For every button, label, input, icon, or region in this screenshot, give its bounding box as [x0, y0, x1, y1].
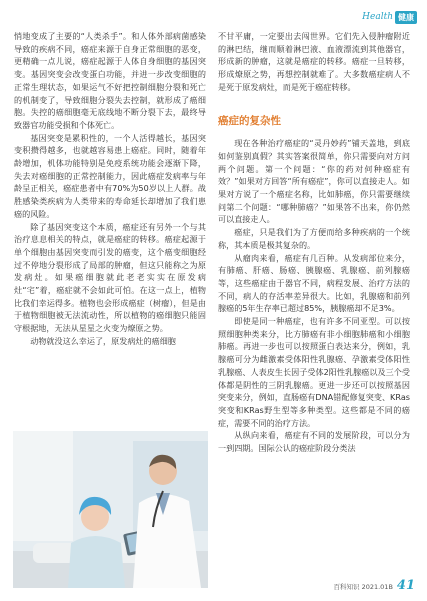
paragraph: 基因突变是累积性的，一个人活得越长，基因突变积攒得越多，也就越容易患上癌症。同时，随着年龄增加，机体功能特别是免疫系统功能会逐渐下降，失去对癌细胞的正常控制能力，因此癌症发病率与年龄呈正相关，癌症患者中有70%为50岁以上人群。战胜感染类疾病为人类带来的寿命延长却增加了我们患癌的风险。 — [14, 132, 206, 219]
page-number: 41 — [396, 578, 415, 593]
left-column — [14, 30, 206, 348]
doctor-patient-photo — [13, 431, 208, 588]
header-english-label: Health — [362, 12, 393, 22]
paragraph: 现在各种治疗癌症的“灵丹妙药”铺天盖地，到底如何鉴别真假？其实答案很简单，你只需要向对方问两个问题。第一个问题：“你的药对何种癌症有效？”如果对方回答“所有癌症”，你可以直接走人。如果对方说了一个癌症名称，比如肺癌，你只需要继续问第二个问题：“哪种肺癌？”如果答不出来，你仍然可以直接走人。 — [218, 138, 410, 225]
page-footer — [334, 578, 416, 593]
paragraph: 即使是同一种癌症，也有许多不同亚型。可以按照细胞种类来分，比方肺癌有非小细胞肺癌和小细胞肺癌。再进一步也可以按照蛋白表达来分，例如，乳腺癌可分为雌激素受体阳性乳腺癌、孕激素受体阳性乳腺癌、人表皮生长因子受体2阳性乳腺癌以及三个受体都是阴性的三阴乳腺癌。更进一步还可以按照基因突变来分，例如，直肠癌有DNA错配修复突变、KRas突变和KRas野生型等多种类型。这些都是不同的癌症，需要不同的治疗方法。 — [218, 316, 410, 428]
photo-illustration-icon — [13, 431, 208, 588]
paragraph: 动物就没这么幸运了，原发病灶的癌细胞 — [30, 335, 176, 346]
section-title: 癌症的复杂性 — [218, 114, 281, 127]
right-column — [218, 30, 410, 455]
paragraph: 从纵向来看，癌症有不同的发展阶段，可以分为一到四期。国际公认的癌症阶段分类法 — [218, 430, 410, 454]
paragraph: 癌症，只是我们为了方便而给多种疾病的一个统称，其本质是极其复杂的。 — [218, 227, 410, 250]
page-header — [362, 8, 417, 26]
paragraph: 除了基因突变这个本质，癌症还有另外一个与其治疗息息相关的特点，就是癌症的转移。癌症起源于单个细胞由基因突变而引发的癌变，这个癌变细胞经过不停地分裂形成了局部的肿瘤，但这只能称之为原发病灶。如果癌细胞就此老老实实在原发病灶“宅”着，癌症就不会如此可怕。在这一点上，植物比我们幸运得多。植物也会形成癌症（树瘤），但是由于植物细胞被无法流动性，所以植物的癌细胞只能固守根据地，无法从星星之火变为燎原之势。 — [14, 221, 206, 334]
paragraph: 从瘤肉来看，癌症有几百种。从发病部位来分，有肺癌、肝癌、肠癌、胰腺癌、乳腺癌、前列腺癌等，这些癌症由于器官不同，病程发展、治疗方法的不同，病人的存活率差异很大。比如，乳腺癌和前列腺癌的5年生存率已超过85%，胰腺癌却不足3%。 — [218, 252, 410, 314]
header-chinese-badge: 健康 — [395, 11, 417, 24]
paragraph: 悄地变成了主要的“人类杀手”。和人体外部病菌感染导致的疾病不同，癌症来源于自身正常细胞的恶变，更精确一点儿说，癌症起源于人体自身细胞的基因突变。基因突变会改变蛋白功能，并进一步改变细胞的正常生理状态，如果运气不好把控制细胞分裂和死亡的机制变了，导致细胞分裂失去控制，就形成了癌细胞。失控的癌细胞毫无底线地不断分裂下去，最终导致器官功能受损和个体死亡。 — [14, 31, 206, 130]
magazine-issue: 百科知识 2021.01B — [333, 583, 393, 591]
paragraph: 不甘平庸，一定要出去闯世界。它们先入侵肿瘤附近的淋巴结，继而顺着淋巴液、血液漂流到其他器官，形成新的肿瘤，这就是癌症的转移。癌症一旦转移，形成燎原之势，再想控制就难了。大多数癌症病人不是死于原发病灶，而是死于癌症转移。 — [218, 31, 410, 92]
